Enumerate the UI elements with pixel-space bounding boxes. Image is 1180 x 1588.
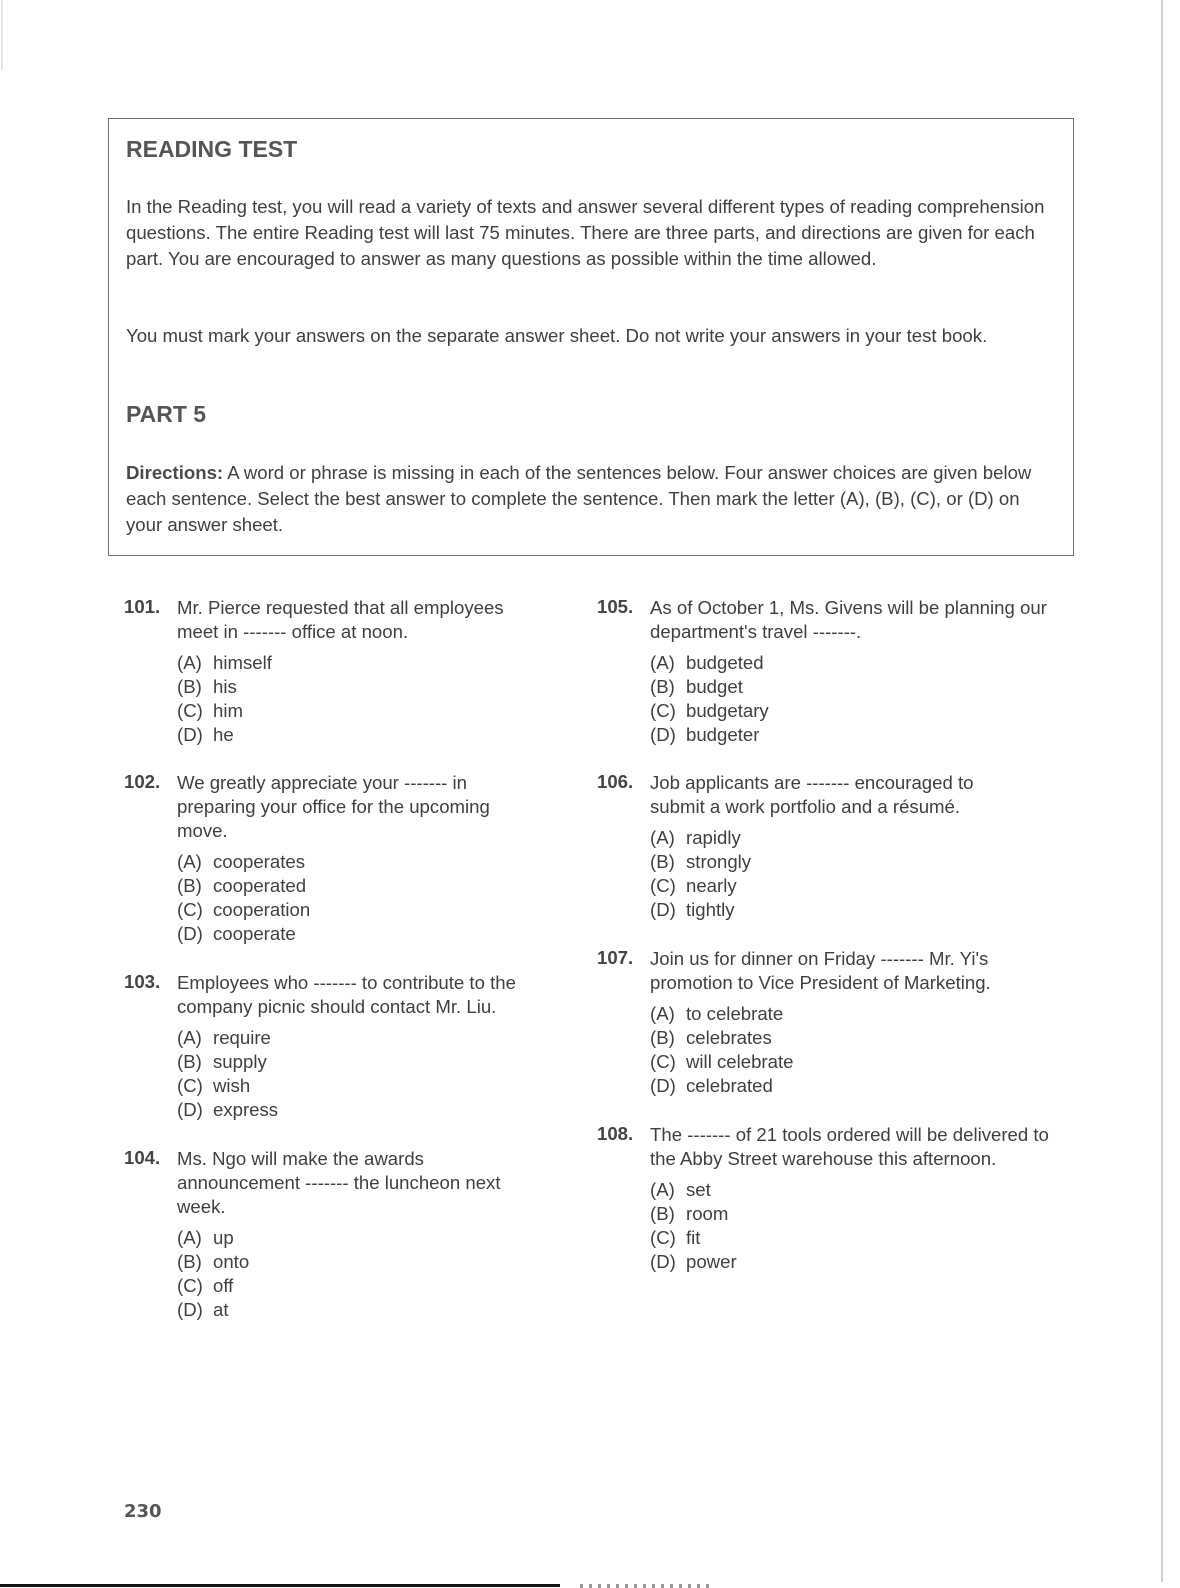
option-text: off [213, 1275, 234, 1296]
option-c[interactable] [177, 1274, 564, 1298]
option-c[interactable] [177, 1074, 564, 1098]
option-b[interactable] [650, 675, 1057, 699]
option-d[interactable] [177, 922, 564, 946]
option-text: onto [213, 1251, 250, 1272]
page-right-edge [1161, 0, 1163, 1582]
answer-options [650, 1178, 1057, 1274]
option-letter: (A) [650, 652, 675, 673]
option-d[interactable] [650, 723, 1057, 747]
option-text: require [213, 1027, 271, 1048]
option-text: tightly [686, 899, 735, 920]
question-stem: Ms. Ngo will make the awards announcement ------- the luncheon next week. [177, 1148, 501, 1217]
option-text: wish [213, 1075, 251, 1096]
option-letter: (D) [650, 1075, 676, 1096]
option-letter: (D) [177, 1099, 203, 1120]
option-c[interactable] [650, 1050, 1057, 1074]
question-stem: The ------- of 21 tools ordered will be delivered to the Abby Street warehouse this afternoon. [650, 1124, 1049, 1169]
question-number: 106. [597, 771, 634, 792]
option-text: express [213, 1099, 279, 1120]
question-106 [597, 771, 1057, 922]
option-letter: (B) [177, 1251, 202, 1272]
option-letter: (C) [650, 700, 676, 721]
option-text: power [686, 1251, 737, 1272]
option-letter: (B) [650, 1203, 675, 1224]
answer-options [650, 651, 1057, 747]
option-a[interactable] [177, 1026, 564, 1050]
page-number: 230 [124, 1501, 162, 1522]
question-number: 103. [124, 971, 161, 992]
option-letter: (C) [650, 1051, 676, 1072]
scan-marks [580, 1584, 710, 1588]
option-text: strongly [686, 851, 752, 872]
option-letter: (C) [177, 700, 203, 721]
option-letter: (A) [650, 1003, 675, 1024]
option-letter: (A) [177, 1027, 202, 1048]
option-letter: (C) [177, 1275, 203, 1296]
option-text: at [213, 1299, 229, 1320]
answer-options [650, 1002, 1057, 1098]
part-title: PART 5 [126, 401, 207, 427]
option-text: cooperated [213, 875, 307, 896]
option-letter: (D) [177, 1299, 203, 1320]
option-text: supply [213, 1051, 267, 1072]
question-101 [124, 596, 564, 747]
option-a[interactable] [650, 1178, 1057, 1202]
option-letter: (D) [650, 1251, 676, 1272]
option-letter: (B) [650, 851, 675, 872]
bottom-rule [0, 1584, 560, 1587]
option-a[interactable] [177, 651, 564, 675]
option-letter: (A) [177, 652, 202, 673]
option-letter: (A) [650, 1179, 675, 1200]
directions-text: A word or phrase is missing in each of the sentences below. Four answer choices are given below each sentence. Select the best answer to complete the sentence. Then mark the letter (A), (B), (C), or (D) on your answer sheet. [126, 462, 1032, 535]
question-stem: Employees who ------- to contribute to the company picnic should contact Mr. Liu. [177, 972, 516, 1017]
option-d[interactable] [177, 1298, 564, 1322]
page-left-edge [1, 0, 3, 70]
option-a[interactable] [177, 850, 564, 874]
option-text: celebrated [686, 1075, 773, 1096]
option-d[interactable] [177, 723, 564, 747]
option-a[interactable] [177, 1226, 564, 1250]
option-letter: (B) [177, 676, 202, 697]
answer-sheet-instructions: You must mark your answers on the separate answer sheet. Do not write your answers in your test book. [126, 325, 988, 346]
option-text: him [213, 700, 243, 721]
question-108 [597, 1123, 1057, 1274]
answer-options [177, 850, 564, 946]
option-letter: (A) [177, 851, 202, 872]
option-text: he [213, 724, 234, 745]
option-letter: (D) [177, 923, 203, 944]
question-number: 105. [597, 596, 634, 617]
option-b[interactable] [650, 850, 1057, 874]
reading-test-title: READING TEST [126, 136, 298, 162]
question-number: 101. [124, 596, 161, 617]
option-text: his [213, 676, 237, 697]
option-c[interactable] [177, 898, 564, 922]
directions-label: Directions: [126, 462, 224, 483]
question-103 [124, 971, 564, 1122]
option-text: set [686, 1179, 711, 1200]
question-stem: As of October 1, Ms. Givens will be planning our department's travel -------. [650, 597, 1047, 642]
question-102 [124, 771, 564, 946]
option-b[interactable] [650, 1026, 1057, 1050]
question-number: 104. [124, 1147, 161, 1168]
option-d[interactable] [177, 1098, 564, 1122]
option-text: budgeter [686, 724, 760, 745]
option-text: fit [686, 1227, 701, 1248]
option-text: cooperates [213, 851, 305, 872]
option-text: budgeted [686, 652, 764, 673]
option-text: will celebrate [686, 1051, 794, 1072]
option-c[interactable] [177, 699, 564, 723]
option-a[interactable] [650, 651, 1057, 675]
option-text: up [213, 1227, 234, 1248]
question-stem: Mr. Pierce requested that all employees meet in ------- office at noon. [177, 597, 504, 642]
option-text: cooperate [213, 923, 296, 944]
option-letter: (B) [650, 1027, 675, 1048]
instructions-box [108, 118, 1074, 556]
option-a[interactable] [650, 826, 1057, 850]
option-letter: (D) [650, 899, 676, 920]
option-text: nearly [686, 875, 737, 896]
option-d[interactable] [650, 1250, 1057, 1274]
question-stem: Job applicants are ------- encouraged to submit a work portfolio and a résumé. [650, 772, 974, 817]
question-107 [597, 947, 1057, 1098]
question-number: 107. [597, 947, 634, 968]
option-letter: (B) [650, 676, 675, 697]
option-text: rapidly [686, 827, 741, 848]
option-c[interactable] [650, 1226, 1057, 1250]
option-letter: (B) [177, 875, 202, 896]
option-b[interactable] [177, 675, 564, 699]
option-text: himself [213, 652, 272, 673]
option-letter: (C) [177, 1075, 203, 1096]
question-number: 102. [124, 771, 161, 792]
reading-test-intro: In the Reading test, you will read a variety of texts and answer several different types of reading comprehension questions. The entire Reading test will last 75 minutes. There are three parts, and directions are given for each part. You are encouraged to answer as many questions as possible within the time allowed. [126, 196, 1045, 269]
option-letter: (B) [177, 1051, 202, 1072]
option-text: room [686, 1203, 729, 1224]
option-b[interactable] [177, 1050, 564, 1074]
option-text: to celebrate [686, 1003, 784, 1024]
option-b[interactable] [177, 874, 564, 898]
option-letter: (D) [650, 724, 676, 745]
option-b[interactable] [650, 1202, 1057, 1226]
option-letter: (C) [650, 1227, 676, 1248]
option-text: celebrates [686, 1027, 772, 1048]
question-stem: Join us for dinner on Friday ------- Mr. Yi's promotion to Vice President of Marketing. [650, 948, 991, 993]
answer-options [177, 1226, 564, 1322]
option-text: cooperation [213, 899, 311, 920]
option-b[interactable] [177, 1250, 564, 1274]
answer-options [177, 1026, 564, 1122]
directions [126, 460, 1056, 538]
option-d[interactable] [650, 1074, 1057, 1098]
option-c[interactable] [650, 874, 1057, 898]
question-number: 108. [597, 1123, 634, 1144]
question-stem: We greatly appreciate your ------- in preparing your office for the upcoming move. [177, 772, 490, 841]
option-letter: (D) [177, 724, 203, 745]
option-c[interactable] [650, 699, 1057, 723]
option-text: budget [686, 676, 743, 697]
option-d[interactable] [650, 898, 1057, 922]
option-text: budgetary [686, 700, 769, 721]
question-104 [124, 1147, 564, 1322]
option-a[interactable] [650, 1002, 1057, 1026]
answer-options [177, 651, 564, 747]
option-letter: (C) [650, 875, 676, 896]
option-letter: (C) [177, 899, 203, 920]
question-105 [597, 596, 1057, 747]
option-letter: (A) [650, 827, 675, 848]
option-letter: (A) [177, 1227, 202, 1248]
answer-options [650, 826, 1057, 922]
